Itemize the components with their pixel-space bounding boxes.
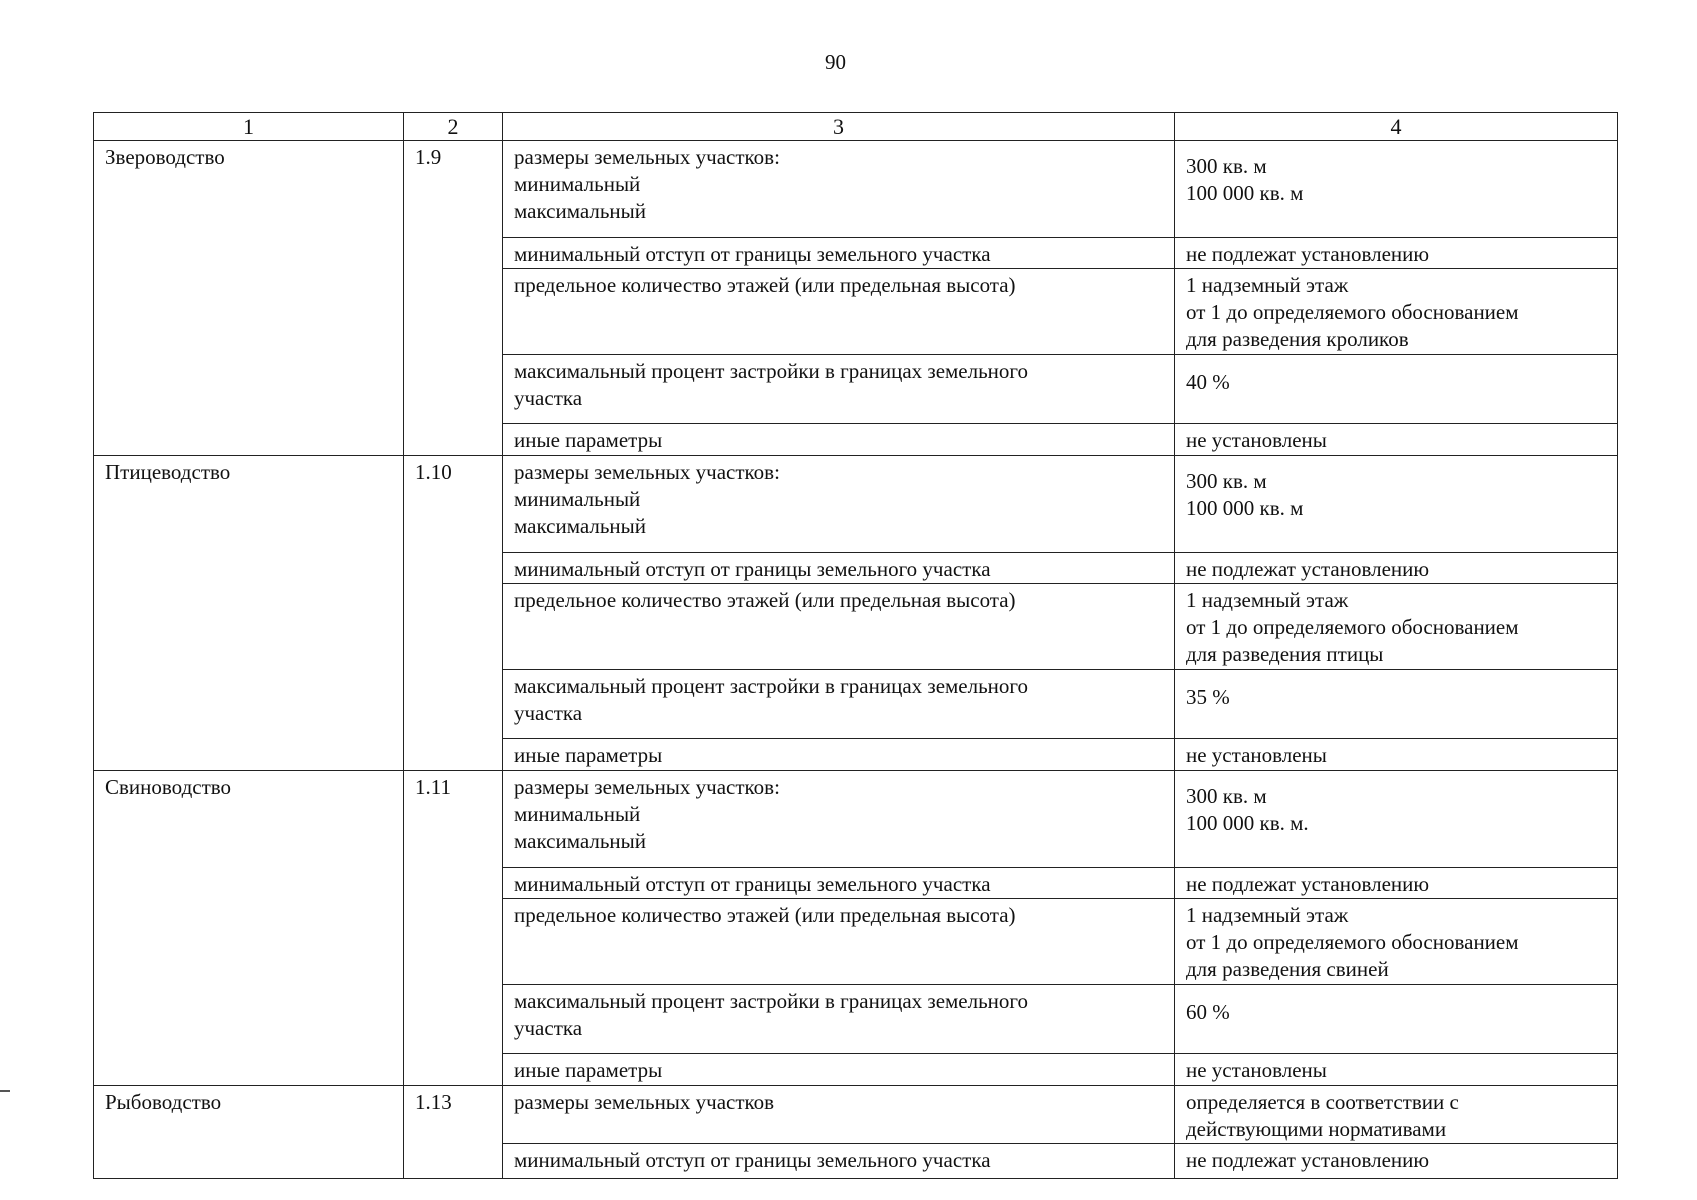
value-line: 40 % bbox=[1186, 370, 1230, 394]
parameter-line: предельное количество этажей (или предельная высота) bbox=[514, 588, 1016, 612]
value-line: не установлены bbox=[1186, 743, 1327, 767]
parameter-line: минимальный отступ от границы земельного участка bbox=[514, 557, 991, 581]
margin-mark bbox=[0, 1090, 10, 1092]
value-line: 100 000 кв. м. bbox=[1186, 811, 1309, 835]
table-row bbox=[94, 771, 1618, 868]
parameter-cell bbox=[503, 868, 1175, 899]
activity-code: 1.13 bbox=[404, 1086, 503, 1179]
table-row bbox=[94, 456, 1618, 553]
value-line: 1 надземный этаж bbox=[1186, 588, 1349, 612]
column-header: 2 bbox=[404, 113, 503, 141]
parameter-cell bbox=[503, 584, 1175, 670]
activity-code: 1.10 bbox=[404, 456, 503, 771]
parameter-cell bbox=[503, 456, 1175, 553]
value-line: от 1 до определяемого обоснованием bbox=[1186, 615, 1519, 639]
value-cell bbox=[1175, 269, 1618, 355]
value-cell bbox=[1175, 868, 1618, 899]
parameter-line: иные параметры bbox=[514, 1058, 663, 1082]
parameter-line: максимальный bbox=[514, 199, 646, 223]
value-cell bbox=[1175, 1144, 1618, 1179]
parameter-line: минимальный отступ от границы земельного участка bbox=[514, 872, 991, 896]
parameter-line: размеры земельных участков bbox=[514, 1090, 775, 1114]
value-cell bbox=[1175, 1086, 1618, 1144]
value-line: от 1 до определяемого обоснованием bbox=[1186, 930, 1519, 954]
parameter-line: максимальный процент застройки в границах земельного bbox=[514, 989, 1029, 1013]
parameter-line: иные параметры bbox=[514, 428, 663, 452]
value-line: 35 % bbox=[1186, 685, 1230, 709]
value-line: 1 надземный этаж bbox=[1186, 273, 1349, 297]
page-number: 90 bbox=[825, 50, 846, 74]
parameter-line: минимальный bbox=[514, 487, 641, 511]
parameter-line: участка bbox=[514, 701, 583, 725]
value-line: 60 % bbox=[1186, 1000, 1230, 1024]
value-cell bbox=[1175, 670, 1618, 739]
activity-code: 1.11 bbox=[404, 771, 503, 1086]
header-row bbox=[94, 113, 1618, 141]
activity-name: Птицеводство bbox=[94, 456, 404, 771]
parameter-line: участка bbox=[514, 386, 583, 410]
parameter-line: максимальный bbox=[514, 514, 646, 538]
activity-name: Рыбоводство bbox=[94, 1086, 404, 1179]
column-header: 3 bbox=[503, 113, 1175, 141]
parameter-line: минимальный bbox=[514, 172, 641, 196]
value-cell bbox=[1175, 553, 1618, 584]
value-line: не подлежат установлению bbox=[1186, 557, 1430, 581]
parameter-line: максимальный bbox=[514, 829, 646, 853]
value-line: не подлежат установлению bbox=[1186, 1148, 1430, 1172]
parameter-line: размеры земельных участков: bbox=[514, 460, 780, 484]
land-use-parameters-table bbox=[93, 112, 1618, 1179]
value-line: не подлежат установлению bbox=[1186, 872, 1430, 896]
parameter-line: минимальный отступ от границы земельного участка bbox=[514, 1148, 991, 1172]
value-cell bbox=[1175, 985, 1618, 1054]
parameter-cell bbox=[503, 269, 1175, 355]
parameter-cell bbox=[503, 985, 1175, 1054]
value-line: 100 000 кв. м bbox=[1186, 496, 1304, 520]
value-line: 300 кв. м bbox=[1186, 469, 1267, 493]
value-cell bbox=[1175, 238, 1618, 269]
value-line: от 1 до определяемого обоснованием bbox=[1186, 300, 1519, 324]
value-line: не подлежат установлению bbox=[1186, 242, 1430, 266]
parameter-cell bbox=[503, 1086, 1175, 1144]
parameter-line: предельное количество этажей (или предельная высота) bbox=[514, 273, 1016, 297]
parameter-cell bbox=[503, 1054, 1175, 1086]
value-line: действующими нормативами bbox=[1186, 1117, 1447, 1141]
parameter-cell bbox=[503, 670, 1175, 739]
value-line: не установлены bbox=[1186, 428, 1327, 452]
value-cell bbox=[1175, 739, 1618, 771]
column-header: 4 bbox=[1175, 113, 1618, 141]
column-header: 1 bbox=[94, 113, 404, 141]
value-cell bbox=[1175, 584, 1618, 670]
value-line: для разведения птицы bbox=[1186, 642, 1384, 666]
parameter-cell bbox=[503, 553, 1175, 584]
parameter-cell bbox=[503, 424, 1175, 456]
value-cell bbox=[1175, 456, 1618, 553]
value-line: не установлены bbox=[1186, 1058, 1327, 1082]
table-row bbox=[94, 1086, 1618, 1144]
activity-name: Звероводство bbox=[94, 141, 404, 456]
parameter-cell bbox=[503, 739, 1175, 771]
parameter-cell bbox=[503, 1144, 1175, 1179]
value-line: для разведения кроликов bbox=[1186, 327, 1409, 351]
parameter-line: размеры земельных участков: bbox=[514, 145, 780, 169]
value-line: определяется в соответствии с bbox=[1186, 1090, 1459, 1114]
activity-code: 1.9 bbox=[404, 141, 503, 456]
value-line: 1 надземный этаж bbox=[1186, 903, 1349, 927]
value-line: 300 кв. м bbox=[1186, 154, 1267, 178]
parameter-line: участка bbox=[514, 1016, 583, 1040]
value-line: для разведения свиней bbox=[1186, 957, 1389, 981]
parameter-line: размеры земельных участков: bbox=[514, 775, 780, 799]
parameter-line: минимальный отступ от границы земельного участка bbox=[514, 242, 991, 266]
value-cell bbox=[1175, 141, 1618, 238]
value-cell bbox=[1175, 1054, 1618, 1086]
parameter-cell bbox=[503, 771, 1175, 868]
parameter-line: минимальный bbox=[514, 802, 641, 826]
parameter-line: максимальный процент застройки в границах земельного bbox=[514, 359, 1029, 383]
activity-name: Свиноводство bbox=[94, 771, 404, 1086]
parameter-cell bbox=[503, 899, 1175, 985]
value-cell bbox=[1175, 771, 1618, 868]
parameter-line: предельное количество этажей (или предельная высота) bbox=[514, 903, 1016, 927]
value-line: 300 кв. м bbox=[1186, 784, 1267, 808]
parameter-cell bbox=[503, 238, 1175, 269]
parameter-cell bbox=[503, 355, 1175, 424]
table-row bbox=[94, 141, 1618, 238]
parameter-line: максимальный процент застройки в границах земельного bbox=[514, 674, 1029, 698]
parameter-line: иные параметры bbox=[514, 743, 663, 767]
value-cell bbox=[1175, 355, 1618, 424]
parameter-cell bbox=[503, 141, 1175, 238]
value-cell bbox=[1175, 424, 1618, 456]
value-cell bbox=[1175, 899, 1618, 985]
value-line: 100 000 кв. м bbox=[1186, 181, 1304, 205]
